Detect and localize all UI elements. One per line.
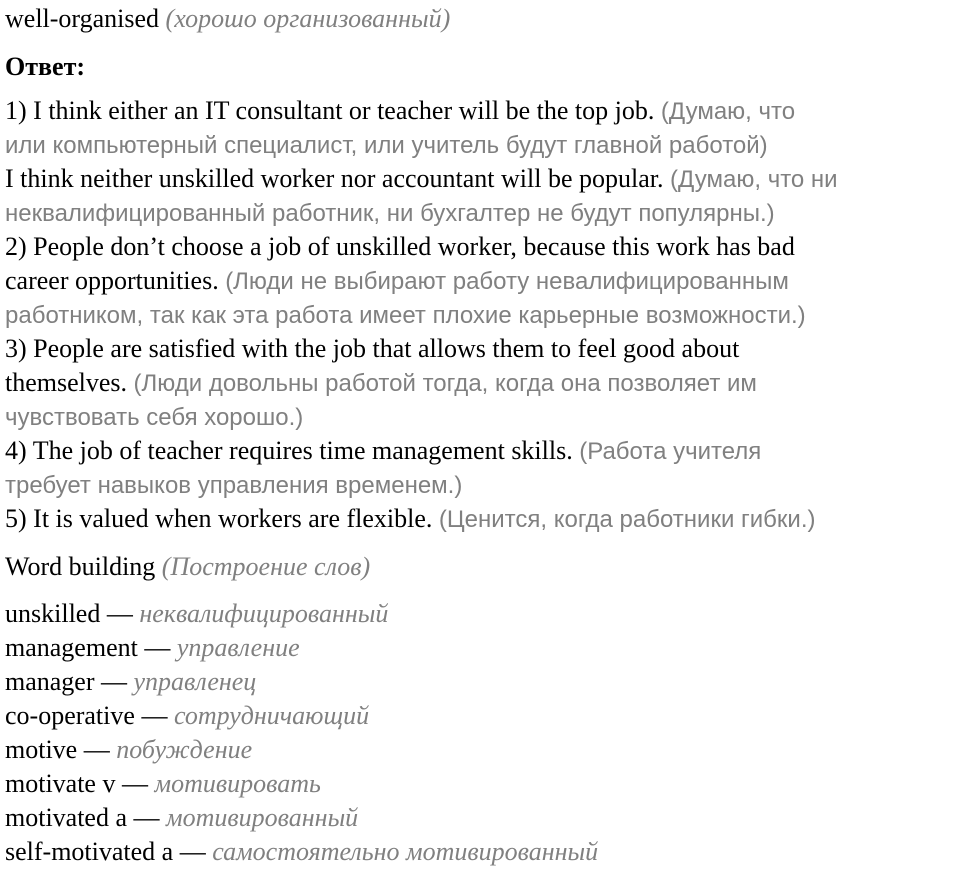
answer-ru: (Думаю, что ни [670, 166, 838, 193]
answer-line [5, 196, 775, 231]
answer-ru: или компьютерный специалист, или учитель будут главной работой) [5, 132, 768, 159]
word-ru: побуждение [116, 735, 253, 764]
answer-line [5, 128, 768, 163]
word-row [5, 665, 256, 699]
word-ru: мотивировать [154, 769, 321, 798]
word-en: manager [5, 667, 95, 696]
word-building-title: Word building [5, 552, 156, 581]
answer-line [5, 332, 739, 366]
word-en: management [5, 633, 145, 662]
word-ru: мотивированный [166, 803, 359, 832]
answer-ru: неквалифицированный работник, ни бухгалтер не будут популярны.) [5, 200, 775, 227]
answer-line [5, 468, 462, 503]
answer-line [5, 162, 838, 197]
top-translation: (хорошо организованный) [165, 4, 451, 33]
dash: — [141, 701, 168, 730]
answer-ru: (Люди не выбирают работу невалифицированным [225, 268, 789, 295]
dash: — [101, 667, 128, 696]
word-ru: сотрудничающий [173, 701, 370, 730]
word-en: unskilled [5, 599, 101, 628]
answer-en: 4) The job of teacher requires time management skills. [5, 436, 573, 465]
word-ru: неквалифицированный [139, 599, 389, 628]
answer-line [5, 400, 303, 435]
dash: — [179, 837, 206, 866]
word-row [5, 733, 252, 767]
answer-ru: требует навыков управления временем.) [5, 472, 463, 499]
word-ru: самостоятельно мотивированный [212, 837, 599, 866]
word-row [5, 597, 388, 631]
word-en: motivate v [5, 769, 116, 798]
answer-ru: (Думаю, что [660, 98, 796, 125]
answer-ru: (Люди довольны работой тогда, когда она позволяет им [133, 370, 757, 397]
answer-heading: Ответ: [5, 52, 86, 81]
word-ru: управление [176, 633, 300, 662]
word-row [5, 835, 598, 869]
answer-line [5, 264, 789, 299]
dash: — [83, 735, 110, 764]
answer-en: 2) People don’t choose a job of unskilled worker, because this work has bad [5, 232, 795, 261]
answer-en: I think neither unskilled worker nor accountant will be popular. [5, 164, 664, 193]
answer-line [5, 366, 757, 401]
word-en: co-operative [5, 701, 135, 730]
word-en: self-motivated a [5, 837, 174, 866]
dash: — [133, 803, 160, 832]
answer-ru: работником, так как эта работа имеет плохие карьерные возможности.) [5, 302, 806, 329]
word-building-translation: (Построение слов) [161, 552, 371, 581]
word-row [5, 699, 369, 733]
word-row [5, 631, 300, 665]
word-en: motivated a [5, 803, 128, 832]
answer-en: 3) People are satisfied with the job that allows them to feel good about [5, 334, 740, 363]
word-row [5, 801, 358, 835]
word-building-heading [5, 550, 370, 584]
word-ru: управленец [133, 667, 257, 696]
answer-en: career opportunities. [5, 266, 219, 295]
answer-line [5, 502, 816, 537]
answer-line [5, 94, 795, 129]
answer-en: themselves. [5, 368, 128, 397]
answer-ru: (Ценится, когда работники гибки.) [438, 506, 816, 533]
answer-ru: (Работа учителя [579, 438, 762, 465]
answer-line [5, 298, 806, 333]
top-term: well-organised [5, 4, 160, 33]
dash: — [144, 633, 171, 662]
word-row [5, 767, 321, 801]
answer-en: 1) I think either an IT consultant or teacher will be the top job. [5, 96, 655, 125]
dash: — [121, 769, 148, 798]
answer-line [5, 434, 761, 469]
answer-line [5, 230, 795, 264]
top-line [5, 2, 450, 36]
answer-en: 5) It is valued when workers are flexible. [5, 504, 433, 533]
answer-ru: чувствовать себя хорошо.) [5, 404, 304, 431]
word-en: motive [5, 735, 78, 764]
dash: — [106, 599, 133, 628]
